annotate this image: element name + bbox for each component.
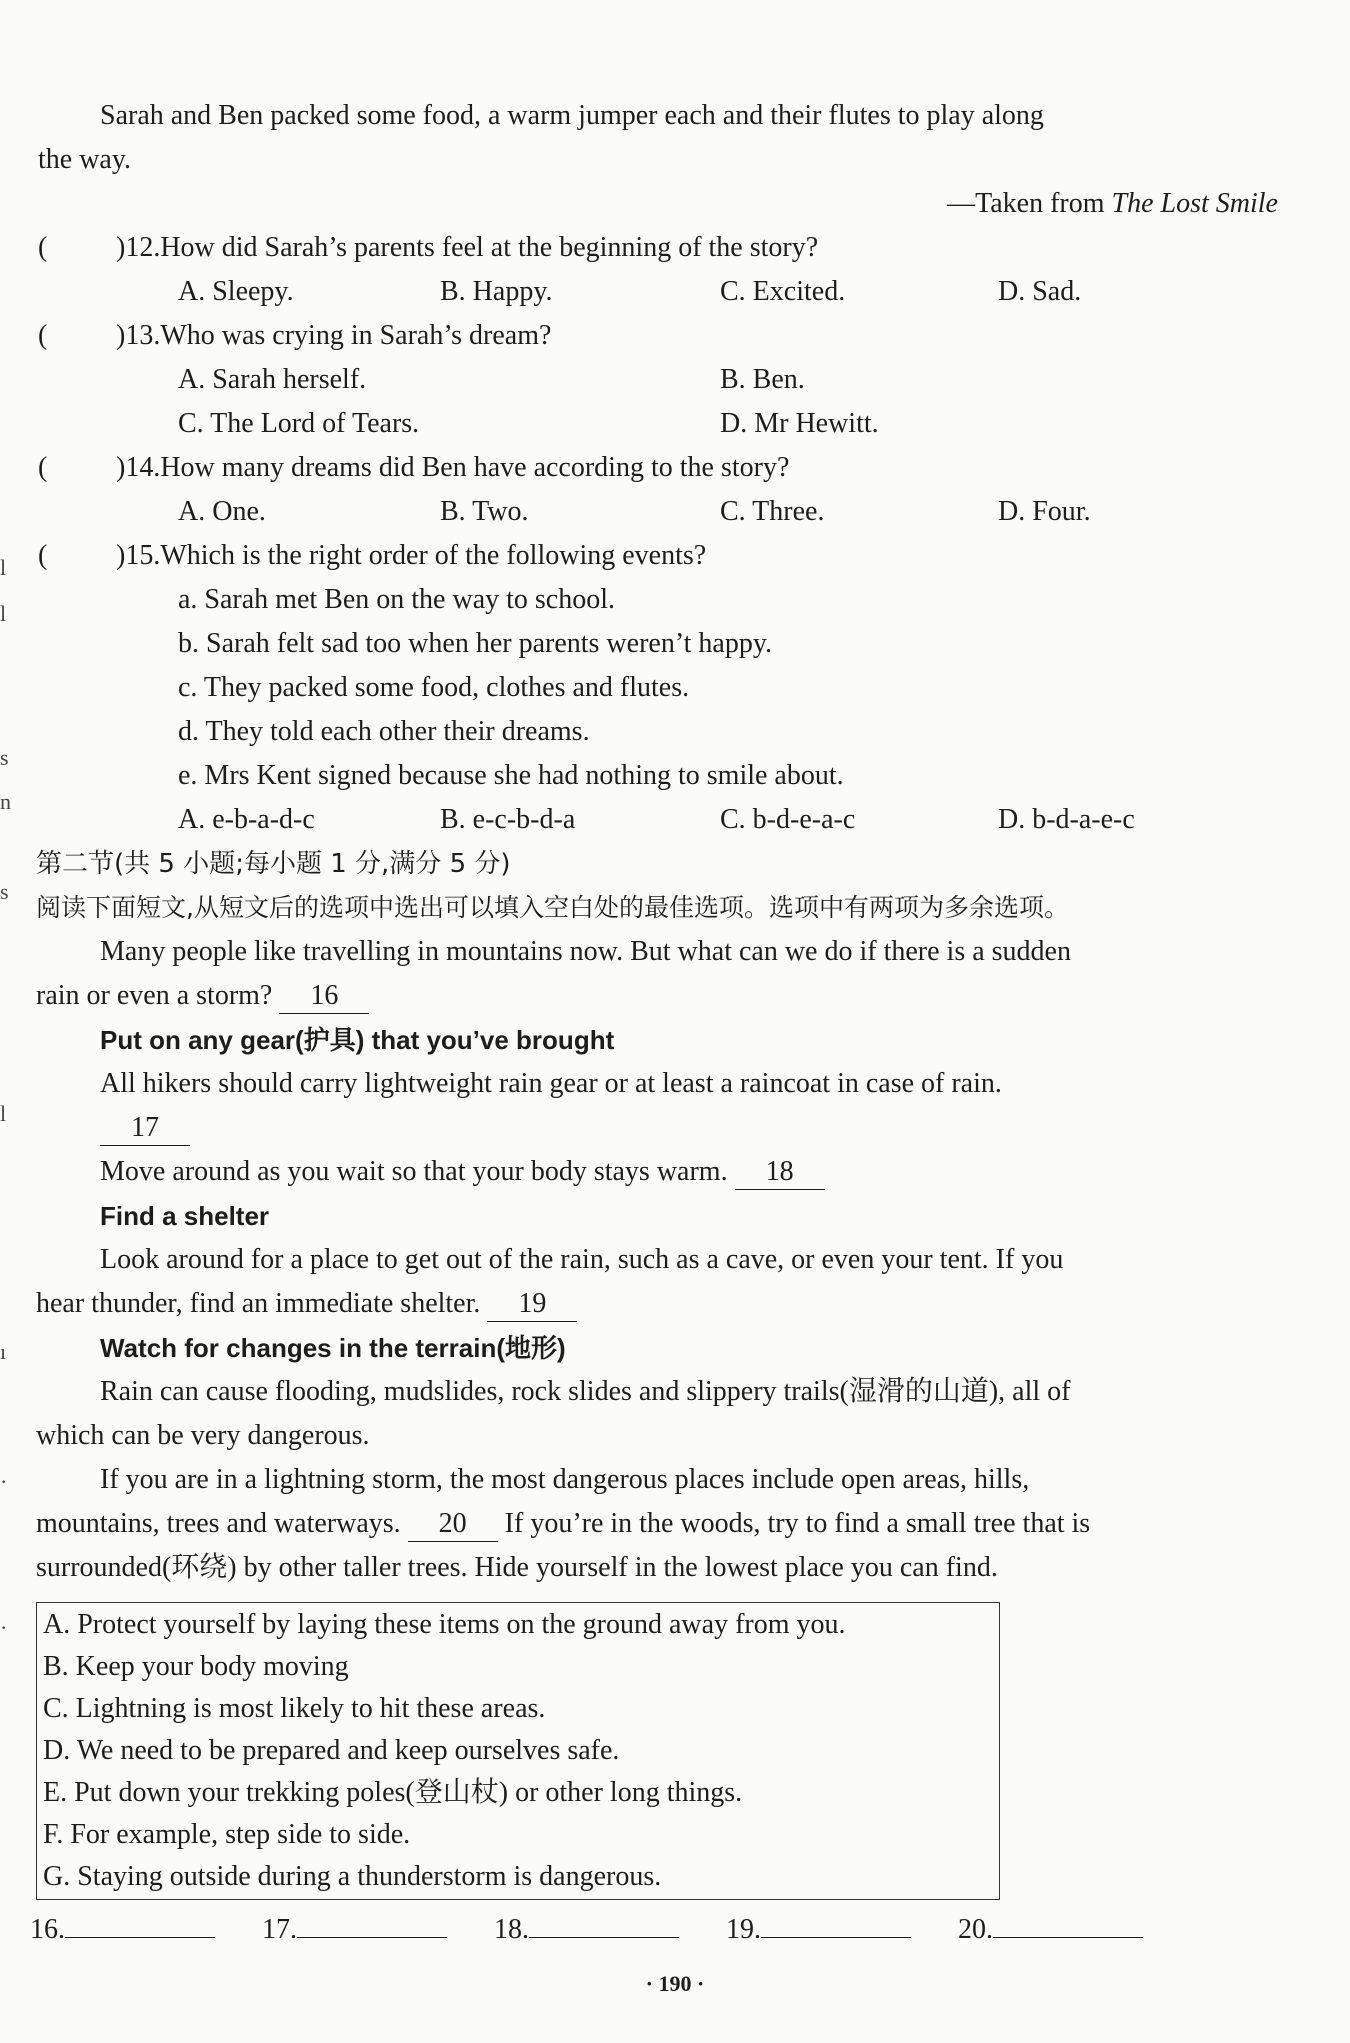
paragraph-line [36,1282,577,1326]
option-d: D. Sad. [998,276,1082,307]
box-option-f: F. For example, step side to side. [43,1819,411,1850]
option-a: A. Sleepy. [178,276,294,307]
paragraph-line: Rain can cause flooding, mudslides, rock slides and slippery trails(湿滑的山道), all of [100,1376,1071,1407]
blank-16[interactable]: 16 [279,979,369,1014]
answer-label: 17. [262,1914,297,1945]
answer-18[interactable] [494,1908,679,1952]
answer-line[interactable] [993,1909,1143,1938]
question-text: Which is the right order of the following events? [160,540,707,571]
box-option-a: A. Protect yourself by laying these items on the ground away from you. [43,1609,846,1640]
event-b: b. Sarah felt sad too when her parents weren’t happy. [178,628,773,659]
paragraph-line: If you are in a lightning storm, the most dangerous places include open areas, hills, [100,1464,1030,1495]
answer-label: 16. [30,1914,65,1945]
paragraph-text: hear thunder, find an immediate shelter. [36,1288,481,1319]
question-number: )15. [116,540,161,571]
option-c: C. Excited. [720,276,846,307]
source-prefix: —Taken from [947,188,1112,219]
paragraph-text: Move around as you wait so that your body stays warm. [100,1156,728,1187]
answer-paren: ( [38,320,48,351]
paragraph-line: which can be very dangerous. [36,1420,370,1451]
box-option-c: C. Lightning is most likely to hit these areas. [43,1693,546,1724]
option-a: A. e-b-a-d-c [178,804,315,835]
margin-mark: s [0,879,9,904]
answer-paren: ( [38,452,48,483]
answer-20[interactable] [958,1908,1143,1952]
paragraph-line: Look around for a place to get out of the rain, such as a cave, or even your tent. If you [100,1244,1064,1275]
event-d: d. They told each other their dreams. [178,716,590,747]
answer-label: 20. [958,1914,993,1945]
option-d: D. Mr Hewitt. [720,408,879,439]
options-box [36,1602,1000,1900]
paragraph-line: Many people like travelling in mountains now. But what can we do if there is a sudden [100,936,1071,967]
question-text: How did Sarah’s parents feel at the beginning of the story? [160,232,819,263]
question-number: )13. [116,320,161,351]
source-citation [947,182,1278,226]
answer-17[interactable] [262,1908,447,1952]
margin-mark: s [0,745,9,770]
paragraph-line: surrounded(环绕) by other taller trees. Hide yourself in the lowest place you can find. [36,1552,998,1583]
option-a: A. Sarah herself. [178,364,367,395]
section-heading: 第二节(共 5 小题;每小题 1 分,满分 5 分) [36,849,511,879]
option-d: D. b-d-a-e-c [998,804,1135,835]
section-instruction: 阅读下面短文,从短文后的选项中选出可以填入空白处的最佳选项。选项中有两项为多余选项。 [36,893,1069,922]
blank-18[interactable]: 18 [735,1155,825,1190]
blank-19[interactable]: 19 [487,1287,577,1322]
subheading-terrain: Watch for changes in the terrain(地形) [100,1333,566,1363]
question-number: )14. [116,452,161,483]
paragraph-line: All hikers should carry lightweight rain gear or at least a raincoat in case of rain. [100,1068,1002,1099]
event-c: c. They packed some food, clothes and flutes. [178,672,690,703]
box-option-d: D. We need to be prepared and keep ourselves safe. [43,1735,620,1766]
paragraph-text: If you’re in the woods, try to find a small tree that is [504,1508,1091,1539]
option-b: B. Ben. [720,364,805,395]
answer-line[interactable] [761,1909,911,1938]
option-c: C. b-d-e-a-c [720,804,856,835]
answer-16[interactable] [30,1908,215,1952]
paragraph-text: rain or even a storm? [36,980,273,1011]
passage-line: the way. [38,144,132,175]
paragraph-line [100,1150,825,1194]
source-title: The Lost Smile [1111,188,1278,219]
option-a: A. One. [178,496,266,527]
margin-mark: l [0,555,7,580]
question-number: )12. [116,232,161,263]
option-c: C. Three. [720,496,825,527]
answer-line[interactable] [65,1909,215,1938]
answer-label: 18. [494,1914,529,1945]
answer-line[interactable] [529,1909,679,1938]
option-d: D. Four. [998,496,1091,527]
answer-paren: ( [38,232,48,263]
paragraph-line [36,1502,1090,1546]
blank-17[interactable]: 17 [100,1111,190,1146]
paragraph-line [36,974,369,1018]
event-a: a. Sarah met Ben on the way to school. [178,584,616,615]
answer-19[interactable] [726,1908,911,1952]
option-b: B. Happy. [440,276,553,307]
option-b: B. Two. [440,496,529,527]
margin-mark: · [0,1615,8,1640]
answer-label: 19. [726,1914,761,1945]
question-text: Who was crying in Sarah’s dream? [160,320,552,351]
margin-mark: l [0,1101,7,1126]
margin-mark: n [0,789,11,814]
blank-20[interactable]: 20 [408,1507,498,1542]
margin-mark: · [0,1469,8,1494]
question-15 [116,534,706,578]
margin-mark: l [0,601,7,626]
box-option-e: E. Put down your trekking poles(登山杖) or other long things. [43,1777,743,1808]
question-12 [116,226,818,270]
paragraph-text: mountains, trees and waterways. [36,1508,401,1539]
margin-mark: ı [0,1339,7,1364]
page-number: · 190 · [645,1971,705,1996]
question-text: How many dreams did Ben have according to the story? [160,452,790,483]
blank-line [100,1106,190,1150]
answer-paren: ( [38,540,48,571]
question-13 [116,314,551,358]
passage-line: Sarah and Ben packed some food, a warm jumper each and their flutes to play along [100,100,1044,131]
option-c: C. The Lord of Tears. [178,408,420,439]
box-option-g: G. Staying outside during a thunderstorm is dangerous. [43,1861,662,1892]
event-e: e. Mrs Kent signed because she had nothing to smile about. [178,760,844,791]
subheading-shelter: Find a shelter [100,1201,270,1231]
subheading-gear: Put on any gear(护具) that you’ve brought [100,1025,615,1055]
option-b: B. e-c-b-d-a [440,804,576,835]
question-14 [116,446,789,490]
box-option-b: B. Keep your body moving [43,1651,349,1682]
answer-line[interactable] [297,1909,447,1938]
